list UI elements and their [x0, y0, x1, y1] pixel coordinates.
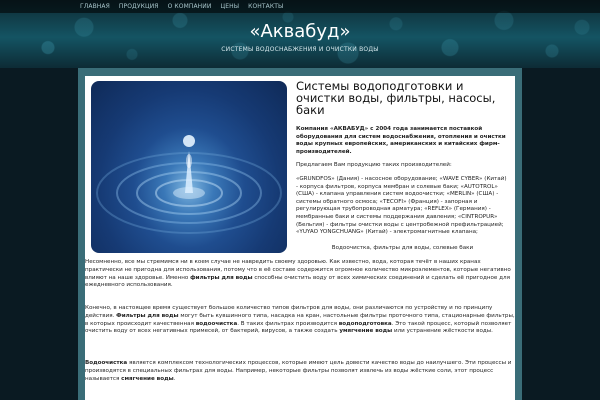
intro-paragraph: Компания «АКВАБУД» с 2004 года занимается поставкой оборудования для систем водоснабжения, отопления и очистки воды крупных европейских, американских и китайских фирм-производителей.: [296, 126, 506, 155]
paragraph-2-mid-2: . В таких фильтрах производится: [237, 320, 339, 327]
nav-item-home[interactable]: ГЛАВНАЯ: [80, 3, 110, 10]
paragraph-2-tail: или устранение жёсткости воды.: [392, 328, 493, 335]
softening-term-2: смягчение воды: [121, 375, 174, 382]
paragraph-3-text: является комплексом технологических процессов, которые имеют цель довести качество воды до наилучшего. Эти процессы и производятся в специальных фильтрах для воды. Например, некоторые фильтры позволят извлечь из воды жёсткие соли, этот процесс называется: [85, 360, 512, 382]
producers-lead: Предлагаем Вам продукцию таких производителей:: [296, 162, 452, 169]
producers-list: «GRUNDFOS» (Дания) - насосное оборудование; «WAVE CYBER» (Китай) - корпуса фильтров, корпуса мембран и солевые баки; «AUTOTROL» (США) - клапана управления систем водоочистки; «MERLIN» (США) - системы обратного осмоса; «TECOFI» (Франция) - запорная и регулирующая трубопроводная арматура; «REFLEX» (Германия) - мембранные баки и системы поддержания давления; «CINTROPUR» (Бельгия) - фильтры очистки воды с центробежной префильтрацией; «YUYAO YONGCHUANG» (Китай) - электромагнитные клапана;: [296, 175, 507, 236]
filters-term: Фильтры для воды: [116, 312, 179, 319]
paragraph-2-end: . Это такой процесс, который позволяет очистить воду от всех негативных примесей, от бактерий, вирусов, а также создать: [85, 320, 512, 335]
purification-heading-term: Водоочистка: [85, 360, 128, 366]
paragraph-2: [85, 305, 515, 336]
paragraph-3: [85, 360, 515, 383]
site-header: [0, 0, 600, 68]
filters-link-text: фильтры для воды: [190, 274, 253, 281]
paragraph-2-mid: могут быть кувшинного типа, насадка на кран, настольные фильтры проточного типа, стационарные фильтры, в которых происходит качественная: [85, 312, 515, 327]
image-caption: Водоочистка, фильтры для воды, солевые баки: [331, 245, 474, 251]
nav-item-prices[interactable]: ЦЕНЫ: [220, 3, 240, 10]
nav-item-products[interactable]: ПРОДУКЦИЯ: [118, 3, 159, 10]
site-title[interactable]: «Аквабуд»: [249, 21, 351, 42]
nav-item-contacts[interactable]: КОНТАКТЫ: [248, 3, 284, 10]
paragraph-2-text: Конечно, в настоящее время существует большое количество типов фильтров для воды, они различаются по устройству и по принципу действия.: [85, 305, 493, 319]
nav-item-about[interactable]: О КОМПАНИИ: [167, 3, 212, 10]
paragraph-1: [85, 259, 515, 290]
paragraph-3-end: .: [173, 375, 176, 382]
water-drop-image: [91, 81, 287, 253]
water-drop-illustration: [91, 81, 287, 253]
paragraph-1-text: Несомненно, все мы стремимся ни в коем случае не навредить своему здоровью. Как известно, вода, которая течёт в наших кранах практически не пригодна для использования, потому что в её составе содержится огромное количество микроэлементов, которые негативно влияют на наше здоровье. Именно: [85, 259, 511, 281]
intro-column: [296, 80, 509, 243]
purification-term: водоочистка: [195, 320, 238, 327]
softening-term: умягчение воды: [339, 328, 393, 335]
water-treatment-term: водоподготовка: [338, 320, 392, 327]
paragraph-1-end: способны очистить воду от всех химических соединений и сделать её пригодное для ежедневного использования.: [85, 274, 510, 289]
main-content: [85, 76, 515, 400]
top-navigation: [0, 0, 600, 13]
site-subtitle: СИСТЕМЫ ВОДОСНАБЖЕНИЯ И ОЧИСТКИ ВОДЫ: [221, 46, 379, 53]
page-title: Системы водоподготовки и очистки воды, фильтры, насосы, баки: [296, 79, 496, 117]
